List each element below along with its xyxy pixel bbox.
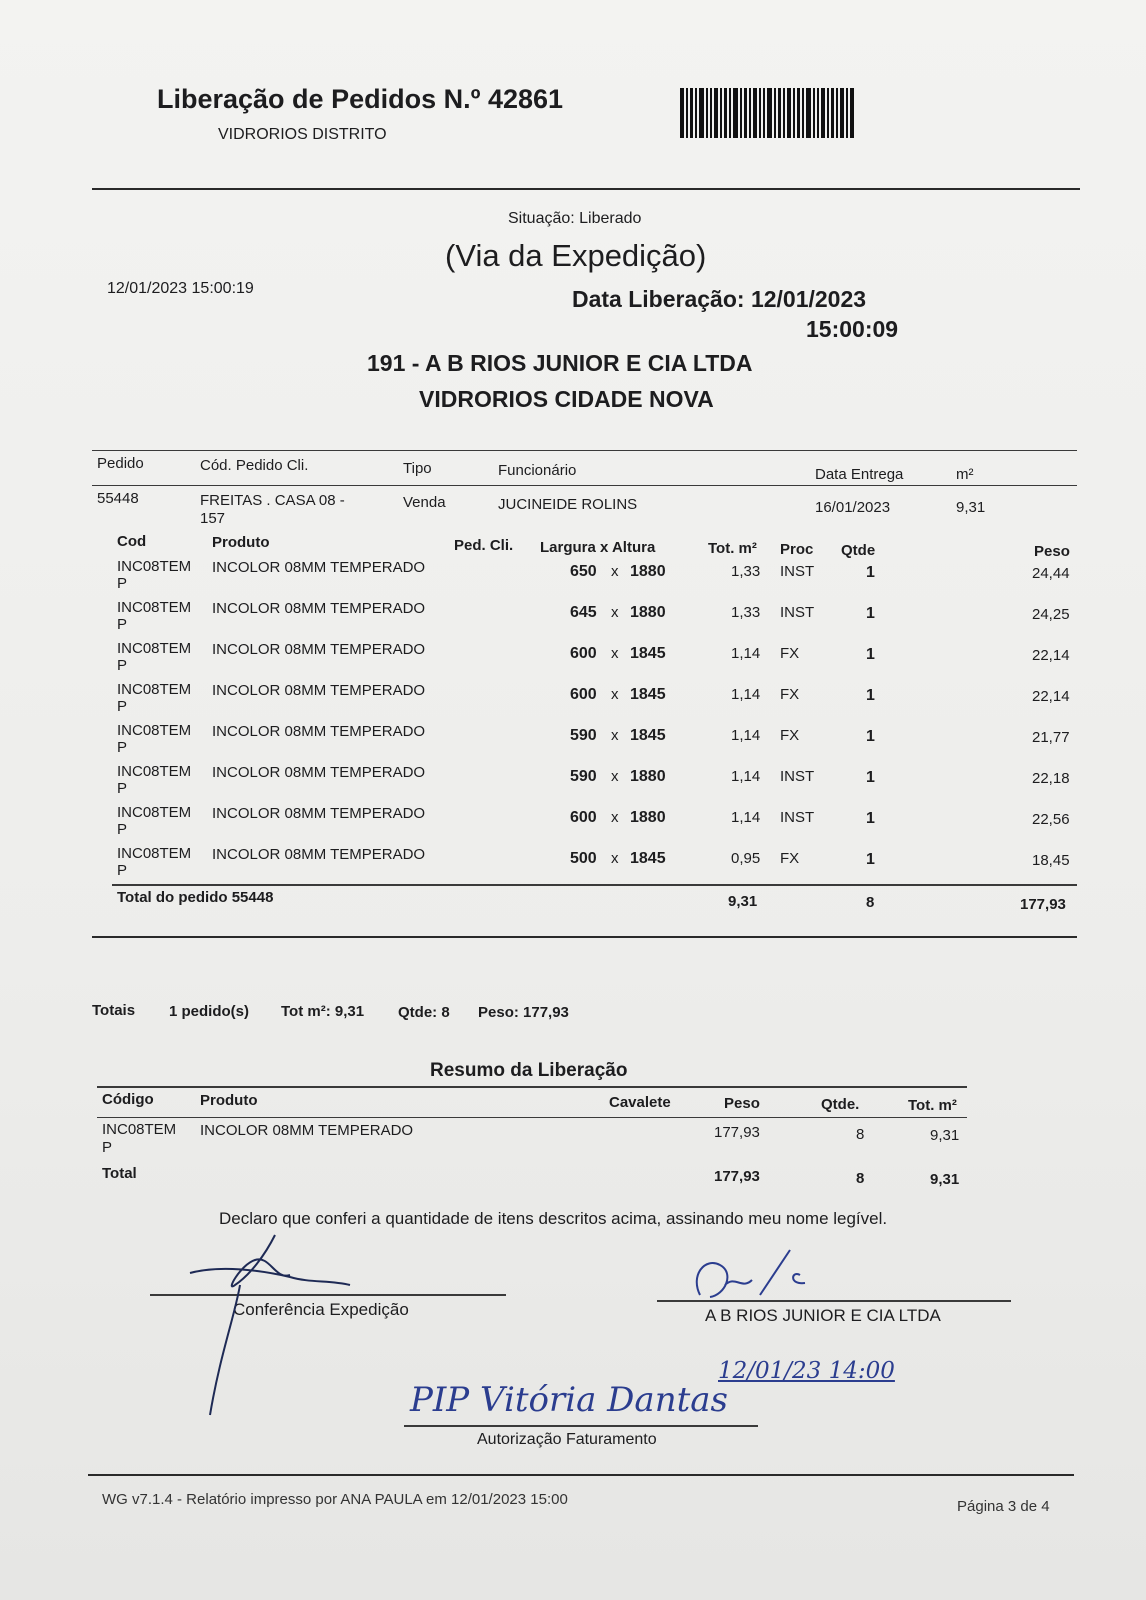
item-tot-m2: 1,14 bbox=[731, 686, 761, 703]
handwritten-name: PIP Vitória Dantas bbox=[410, 1380, 728, 1420]
item-x: x bbox=[611, 645, 619, 662]
summary-row-peso: 177,93 bbox=[714, 1124, 760, 1141]
summary-col-codigo: Código bbox=[102, 1091, 154, 1108]
item-proc: INST bbox=[780, 768, 815, 785]
item-altura: 1845 bbox=[630, 645, 666, 662]
item-cod-line1: INC08TEM bbox=[117, 845, 192, 862]
order-total-qtde: 8 bbox=[866, 894, 875, 911]
item-peso: 18,45 bbox=[1032, 852, 1070, 869]
signature-label-bottom: Autorização Faturamento bbox=[477, 1431, 657, 1448]
item-x: x bbox=[611, 727, 619, 744]
item-cod-line2: P bbox=[117, 821, 128, 838]
items-col-peso: Peso bbox=[1034, 543, 1070, 560]
item-produto: INCOLOR 08MM TEMPERADO bbox=[212, 559, 426, 576]
item-tot-m2: 0,95 bbox=[731, 850, 761, 867]
item-cod-line1: INC08TEM bbox=[117, 763, 192, 780]
summary-row-tot-m2: 9,31 bbox=[930, 1127, 960, 1144]
item-peso: 21,77 bbox=[1032, 729, 1070, 746]
signature-label-left: Conferência Expedição bbox=[233, 1300, 409, 1319]
status-label: Situação: Liberado bbox=[508, 210, 642, 227]
item-cod-line2: P bbox=[117, 575, 128, 592]
item-qtde: 1 bbox=[866, 605, 875, 622]
item-proc: INST bbox=[780, 809, 815, 826]
item-proc: INST bbox=[780, 604, 815, 621]
client-store: VIDRORIOS CIDADE NOVA bbox=[419, 386, 714, 412]
item-tot-m2: 1,14 bbox=[731, 727, 761, 744]
item-qtde: 1 bbox=[866, 810, 875, 827]
item-largura: 590 bbox=[570, 727, 597, 744]
item-proc: FX bbox=[780, 850, 800, 867]
totals-divider bbox=[92, 936, 1077, 938]
item-qtde: 1 bbox=[866, 687, 875, 704]
print-datetime: 12/01/2023 15:00:19 bbox=[107, 280, 254, 297]
summary-col-cavalete: Cavalete bbox=[609, 1094, 671, 1111]
release-date: Data Liberação: 12/01/2023 bbox=[572, 286, 867, 312]
item-qtde: 1 bbox=[866, 728, 875, 745]
item-peso: 24,25 bbox=[1032, 606, 1070, 623]
order-tipo: Venda bbox=[403, 494, 446, 511]
col-data-entrega: Data Entrega bbox=[815, 466, 904, 483]
items-col-largura-altura: Largura x Altura bbox=[540, 539, 656, 556]
item-altura: 1845 bbox=[630, 727, 666, 744]
summary-total-tot-m2: 9,31 bbox=[930, 1171, 960, 1188]
summary-row-qtde: 8 bbox=[856, 1126, 865, 1143]
item-peso: 22,14 bbox=[1032, 688, 1070, 705]
order-total-rule bbox=[112, 884, 1077, 886]
item-proc: FX bbox=[780, 645, 800, 662]
item-x: x bbox=[611, 604, 619, 621]
col-pedido: Pedido bbox=[97, 455, 144, 472]
item-cod-line1: INC08TEM bbox=[117, 804, 192, 821]
item-peso: 24,44 bbox=[1032, 565, 1070, 582]
item-peso: 22,56 bbox=[1032, 811, 1070, 828]
items-col-produto: Produto bbox=[212, 534, 270, 551]
client-name: 191 - A B RIOS JUNIOR E CIA LTDA bbox=[367, 350, 753, 376]
item-cod-line1: INC08TEM bbox=[117, 558, 192, 575]
order-cod-line1: FREITAS . CASA 08 - bbox=[200, 492, 345, 509]
copy-label: (Via da Expedição) bbox=[445, 238, 707, 273]
item-tot-m2: 1,14 bbox=[731, 809, 761, 826]
item-cod-line2: P bbox=[117, 739, 128, 756]
order-m2: 9,31 bbox=[956, 499, 986, 516]
item-cod-line2: P bbox=[117, 657, 128, 674]
footer-divider bbox=[88, 1474, 1074, 1476]
release-time: 15:00:09 bbox=[806, 316, 899, 342]
item-altura: 1845 bbox=[630, 850, 666, 867]
order-funcionario: JUCINEIDE ROLINS bbox=[498, 496, 638, 513]
order-header-bottom-rule bbox=[92, 485, 1077, 486]
totals-peso: Peso: 177,93 bbox=[478, 1004, 569, 1021]
item-largura: 600 bbox=[570, 809, 597, 826]
item-altura: 1880 bbox=[630, 604, 666, 621]
order-total-label: Total do pedido 55448 bbox=[117, 889, 274, 906]
item-produto: INCOLOR 08MM TEMPERADO bbox=[212, 764, 426, 781]
item-altura: 1845 bbox=[630, 686, 666, 703]
item-altura: 1880 bbox=[630, 768, 666, 785]
item-x: x bbox=[611, 809, 619, 826]
order-data-entrega: 16/01/2023 bbox=[815, 499, 891, 516]
item-x: x bbox=[611, 563, 619, 580]
item-largura: 590 bbox=[570, 768, 597, 785]
item-peso: 22,18 bbox=[1032, 770, 1070, 787]
item-produto: INCOLOR 08MM TEMPERADO bbox=[212, 682, 426, 699]
order-total-peso: 177,93 bbox=[1020, 896, 1066, 913]
summary-header-rule bbox=[97, 1117, 967, 1118]
signature-line-bottom bbox=[404, 1425, 758, 1427]
item-produto: INCOLOR 08MM TEMPERADO bbox=[212, 846, 426, 863]
summary-col-produto: Produto bbox=[200, 1092, 258, 1109]
order-header-top-rule bbox=[92, 450, 1077, 451]
col-funcionario: Funcionário bbox=[498, 462, 577, 479]
declaration-text: Declaro que conferi a quantidade de itens descritos acima, assinando meu nome legível. bbox=[219, 1209, 888, 1228]
item-largura: 645 bbox=[570, 604, 597, 621]
handwritten-date: 12/01/23 14:00 bbox=[718, 1358, 895, 1384]
document-title: Liberação de Pedidos N.º 42861 bbox=[157, 84, 564, 114]
totals-qtde: Qtde: 8 bbox=[398, 1004, 450, 1021]
item-altura: 1880 bbox=[630, 563, 666, 580]
totals-m2: Tot m²: 9,31 bbox=[281, 1003, 365, 1020]
item-proc: FX bbox=[780, 727, 800, 744]
col-tipo: Tipo bbox=[403, 460, 432, 477]
items-col-qtde: Qtde bbox=[841, 542, 876, 559]
item-cod-line2: P bbox=[117, 616, 128, 633]
totals-label: Totais bbox=[92, 1002, 136, 1019]
summary-row-codigo1: INC08TEM bbox=[102, 1121, 177, 1138]
company-name: VIDRORIOS DISTRITO bbox=[218, 126, 387, 143]
item-cod-line1: INC08TEM bbox=[117, 599, 192, 616]
summary-title: Resumo da Liberação bbox=[430, 1060, 628, 1081]
signature-label-right: A B RIOS JUNIOR E CIA LTDA bbox=[705, 1306, 941, 1325]
items-col-cod: Cod bbox=[117, 533, 147, 550]
summary-col-peso: Peso bbox=[724, 1095, 760, 1112]
header-divider bbox=[92, 188, 1080, 190]
item-proc: FX bbox=[780, 686, 800, 703]
item-qtde: 1 bbox=[866, 851, 875, 868]
item-x: x bbox=[611, 686, 619, 703]
summary-row-produto: INCOLOR 08MM TEMPERADO bbox=[200, 1122, 414, 1139]
summary-top-rule bbox=[97, 1086, 967, 1088]
item-largura: 500 bbox=[570, 850, 597, 867]
totals-pedidos: 1 pedido(s) bbox=[169, 1003, 250, 1020]
items-col-tot-m2: Tot. m² bbox=[708, 540, 757, 557]
summary-col-tot-m2: Tot. m² bbox=[908, 1097, 957, 1114]
items-col-proc: Proc bbox=[780, 541, 814, 558]
order-total-m2: 9,31 bbox=[728, 893, 758, 910]
item-tot-m2: 1,33 bbox=[731, 563, 761, 580]
item-cod-line1: INC08TEM bbox=[117, 640, 192, 657]
signature-scribble-left bbox=[180, 1225, 370, 1425]
item-cod-line1: INC08TEM bbox=[117, 681, 192, 698]
item-cod-line2: P bbox=[117, 698, 128, 715]
item-cod-line1: INC08TEM bbox=[117, 722, 192, 739]
page-number: Página 3 de 4 bbox=[957, 1498, 1050, 1515]
signature-scribble-right bbox=[680, 1245, 840, 1305]
summary-total-qtde: 8 bbox=[856, 1170, 865, 1187]
item-largura: 600 bbox=[570, 645, 597, 662]
item-tot-m2: 1,14 bbox=[731, 768, 761, 785]
item-qtde: 1 bbox=[866, 646, 875, 663]
item-produto: INCOLOR 08MM TEMPERADO bbox=[212, 641, 426, 658]
items-col-ped-cli: Ped. Cli. bbox=[454, 537, 514, 554]
summary-row-codigo2: P bbox=[102, 1139, 113, 1156]
item-tot-m2: 1,33 bbox=[731, 604, 761, 621]
summary-total-label: Total bbox=[102, 1165, 137, 1182]
item-largura: 600 bbox=[570, 686, 597, 703]
order-pedido: 55448 bbox=[97, 490, 139, 507]
item-cod-line2: P bbox=[117, 780, 128, 797]
item-produto: INCOLOR 08MM TEMPERADO bbox=[212, 805, 426, 822]
summary-total-peso: 177,93 bbox=[714, 1168, 760, 1185]
footer-text: WG v7.1.4 - Relatório impresso por ANA PAULA em 12/01/2023 15:00 bbox=[102, 1491, 568, 1508]
item-cod-line2: P bbox=[117, 862, 128, 879]
item-produto: INCOLOR 08MM TEMPERADO bbox=[212, 723, 426, 740]
item-qtde: 1 bbox=[866, 564, 875, 581]
summary-col-qtde: Qtde. bbox=[821, 1096, 860, 1113]
barcode bbox=[680, 88, 856, 138]
item-x: x bbox=[611, 850, 619, 867]
col-cod-pedido-cli: Cód. Pedido Cli. bbox=[200, 457, 309, 474]
item-x: x bbox=[611, 768, 619, 785]
item-altura: 1880 bbox=[630, 809, 666, 826]
order-cod-line2: 157 bbox=[200, 510, 226, 527]
item-produto: INCOLOR 08MM TEMPERADO bbox=[212, 600, 426, 617]
item-proc: INST bbox=[780, 563, 815, 580]
item-peso: 22,14 bbox=[1032, 647, 1070, 664]
item-largura: 650 bbox=[570, 563, 597, 580]
item-tot-m2: 1,14 bbox=[731, 645, 761, 662]
item-qtde: 1 bbox=[866, 769, 875, 786]
col-m2: m² bbox=[956, 466, 974, 483]
